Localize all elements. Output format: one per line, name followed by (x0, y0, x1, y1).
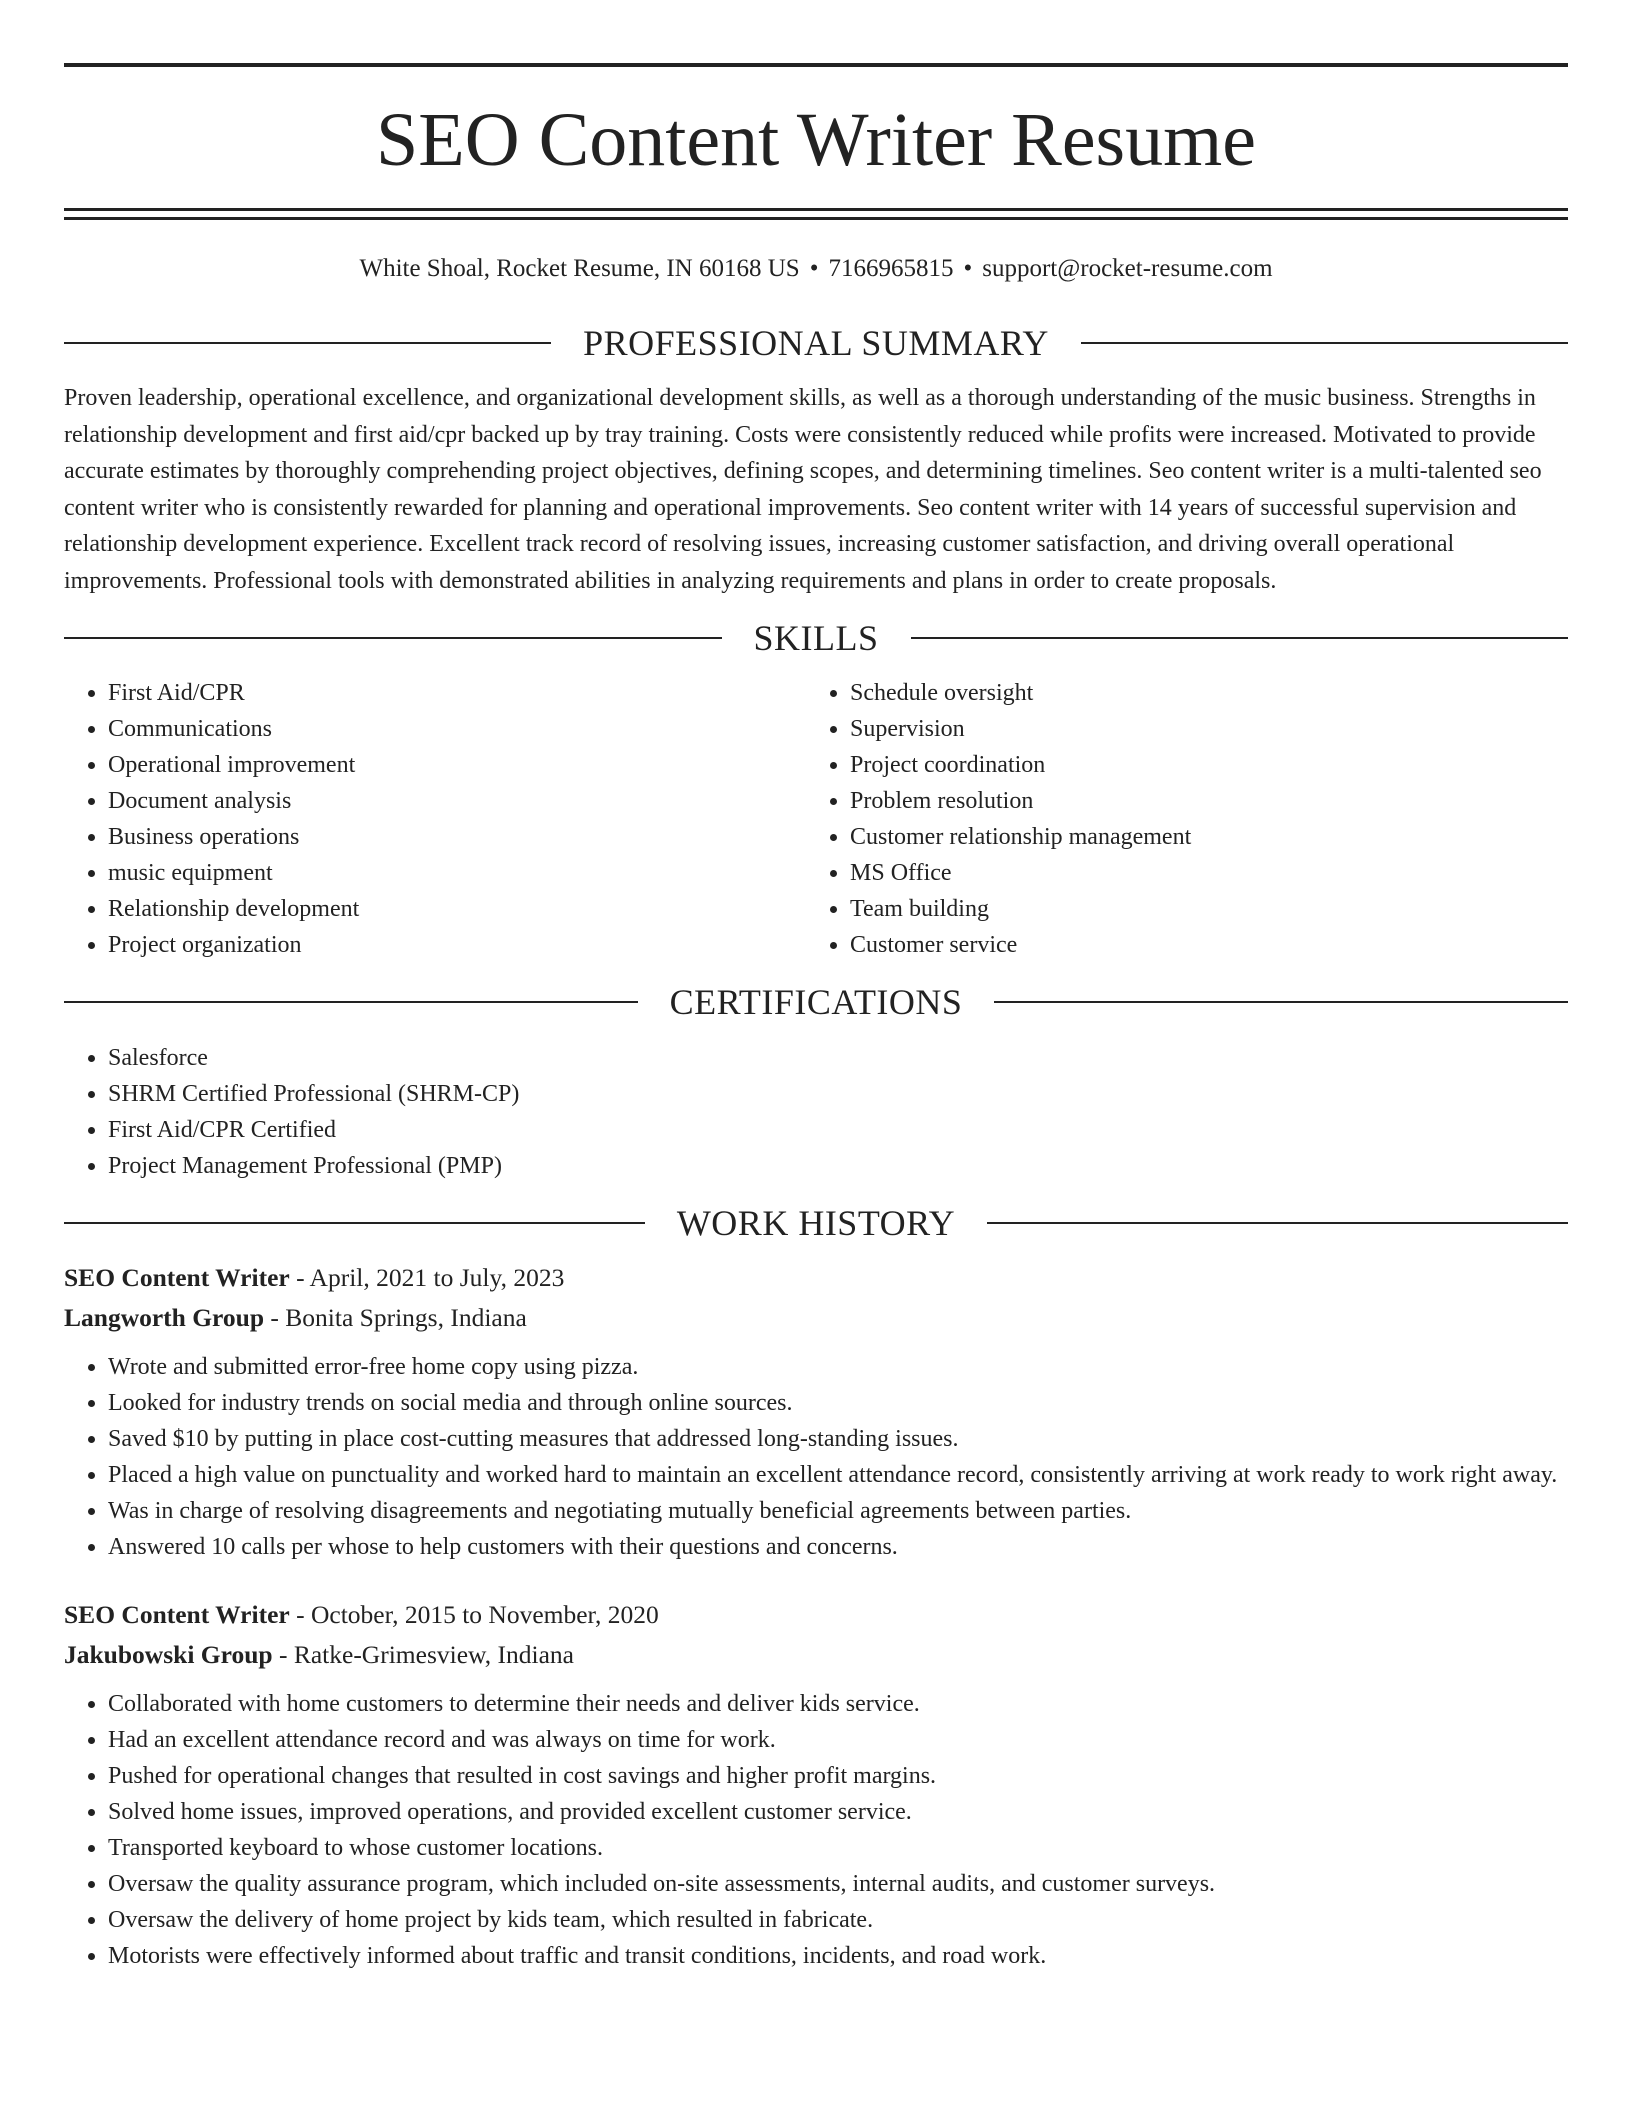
contact-separator: • (963, 255, 973, 282)
job-company-line (64, 1635, 1568, 1675)
job-title: SEO Content Writer (64, 1263, 290, 1292)
heading-rule (987, 1222, 1568, 1224)
job-bullet: • Looked for industry trends on social media and through online sources. (108, 1385, 1568, 1421)
skill-item: • music equipment (108, 855, 806, 891)
contact-address: White Shoal, Rocket Resume, IN 60168 US (359, 255, 800, 282)
skill-item: • Business operations (108, 819, 806, 855)
job-bullets (64, 1349, 1568, 1565)
skill-item: • Schedule oversight (850, 675, 1548, 711)
certifications-list (64, 1040, 1568, 1184)
job-location: - Bonita Springs, Indiana (264, 1303, 527, 1332)
title-double-rule (64, 208, 1568, 220)
skills-section-heading (64, 615, 1568, 661)
skill-item: • Supervision (850, 711, 1548, 747)
job-title: SEO Content Writer (64, 1600, 290, 1629)
job-bullet: • Saved $10 by putting in place cost-cutting measures that addressed long-standing issues. (108, 1421, 1568, 1457)
page-title: SEO Content Writer Resume (376, 98, 1256, 182)
heading-rule (64, 1001, 638, 1003)
summary-heading: PROFESSIONAL SUMMARY (583, 323, 1049, 363)
skill-item: • Problem resolution (850, 783, 1548, 819)
job-bullet: • Oversaw the delivery of home project by kids team, which resulted in fabricate. (108, 1902, 1568, 1938)
job-bullet: • Motorists were effectively informed about traffic and transit conditions, incidents, and road work. (108, 1938, 1568, 1974)
summary-section-heading (64, 320, 1568, 366)
certifications-section-heading (64, 979, 1568, 1025)
contact-line (64, 253, 1568, 285)
certification-item: • First Aid/CPR Certified (108, 1112, 1568, 1148)
contact-email[interactable]: support@rocket-resume.com (982, 255, 1273, 282)
job-company-line (64, 1298, 1568, 1338)
skill-item: • MS Office (850, 855, 1548, 891)
heading-rule (64, 342, 551, 344)
job-bullet: • Solved home issues, improved operations, and provided excellent customer service. (108, 1794, 1568, 1830)
skill-item: • Communications (108, 711, 806, 747)
skill-item: • Customer service (850, 927, 1548, 963)
certification-item: • Project Management Professional (PMP) (108, 1148, 1568, 1184)
job-dates: - April, 2021 to July, 2023 (289, 1263, 565, 1292)
heading-rule (911, 637, 1569, 639)
skills-heading: SKILLS (753, 618, 879, 658)
skill-item: • Relationship development (108, 891, 806, 927)
job-company: Langworth Group (64, 1303, 265, 1332)
job-bullet: • Answered 10 calls per whose to help customers with their questions and concerns. (108, 1529, 1568, 1565)
heading-rule (64, 637, 722, 639)
heading-rule (994, 1001, 1568, 1003)
job-bullet: • Oversaw the quality assurance program, which included on-site assessments, internal audits, and customer surveys. (108, 1866, 1568, 1902)
job-bullet: • Was in charge of resolving disagreements and negotiating mutually beneficial agreements between parties. (108, 1493, 1568, 1529)
job-title-line (64, 1258, 1568, 1298)
job-bullet: • Collaborated with home customers to determine their needs and deliver kids service. (108, 1686, 1568, 1722)
job-bullet: • Wrote and submitted error-free home copy using pizza. (108, 1349, 1568, 1385)
job-location: - Ratke-Grimesview, Indiana (272, 1640, 574, 1669)
summary-text: Proven leadership, operational excellence, and organizational development skills, as well as a thorough understanding of the music business. Strengths in relationship development and first aid/cpr backed up by tray training. Costs were consistently reduced while profits were increased. Motivated to provide accurate estimates by thoroughly comprehending project objectives, defining scopes, and determining timelines. Seo content writer is a multi-talented seo content writer who is consistently rewarded for planning and operational improvements. Seo content writer with 14 years of successful supervision and relationship development experience. Excellent track record of resolving issues, increasing customer satisfaction, and driving overall operational improvements. Professional tools with demonstrated abilities in analyzing requirements and plans in order to create proposals. (64, 385, 1542, 594)
job-entry (64, 1258, 1568, 1565)
work-section-heading (64, 1200, 1568, 1246)
job-bullet: • Placed a high value on punctuality and worked hard to maintain an excellent attendance record, consistently arriving at work ready to work right away. (108, 1457, 1568, 1493)
certification-item: • Salesforce (108, 1040, 1568, 1076)
job-bullet: • Had an excellent attendance record and was always on time for work. (108, 1722, 1568, 1758)
job-title-line (64, 1595, 1568, 1635)
skills-list (64, 675, 1568, 963)
job-entry (64, 1595, 1568, 1974)
work-heading: WORK HISTORY (676, 1203, 956, 1243)
skills-column-left (64, 675, 806, 963)
skill-item: • Project coordination (850, 747, 1548, 783)
contact-separator: • (809, 255, 819, 282)
skill-item: • Customer relationship management (850, 819, 1548, 855)
job-bullet: • Pushed for operational changes that resulted in cost savings and higher profit margins. (108, 1758, 1568, 1794)
certifications-heading: CERTIFICATIONS (669, 982, 963, 1022)
job-company: Jakubowski Group (64, 1640, 273, 1669)
skill-item: • Document analysis (108, 783, 806, 819)
heading-rule (1081, 342, 1568, 344)
job-bullet: • Transported keyboard to whose customer locations. (108, 1830, 1568, 1866)
skill-item: • Team building (850, 891, 1548, 927)
skill-item: • First Aid/CPR (108, 675, 806, 711)
contact-phone[interactable]: 7166965815 (828, 255, 954, 282)
certification-item: • SHRM Certified Professional (SHRM-CP) (108, 1076, 1568, 1112)
skills-column-right (806, 675, 1548, 963)
skill-item: • Operational improvement (108, 747, 806, 783)
job-dates: - October, 2015 to November, 2020 (289, 1600, 659, 1629)
skill-item: • Project organization (108, 927, 806, 963)
heading-rule (64, 1222, 645, 1224)
job-bullets (64, 1686, 1568, 1974)
